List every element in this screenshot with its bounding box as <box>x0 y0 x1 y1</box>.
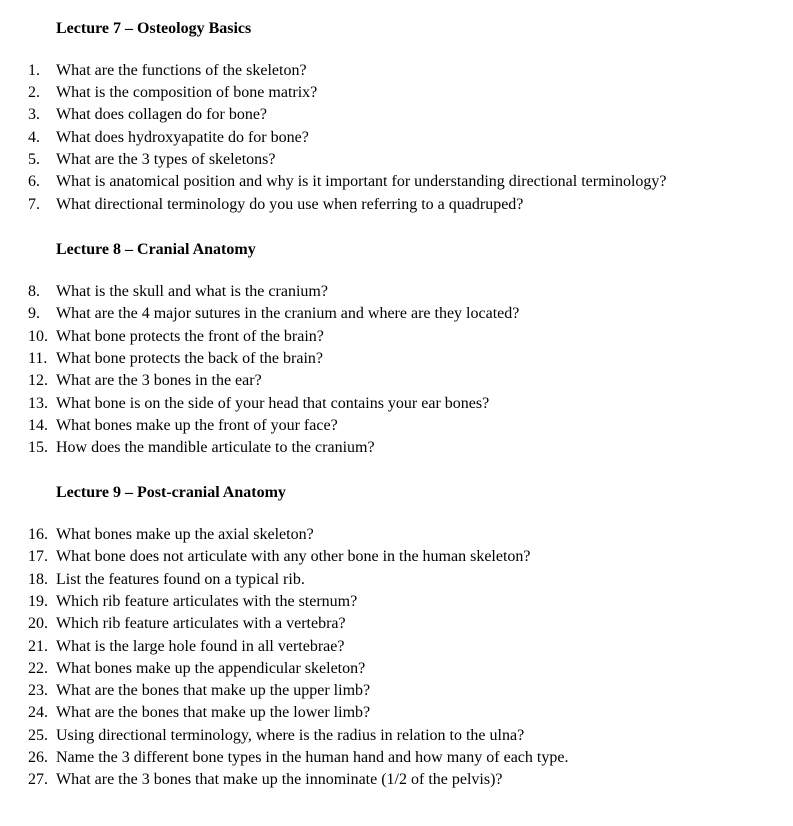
question-number: 2. <box>28 84 40 101</box>
question-text: List the features found on a typical rib. <box>56 571 305 588</box>
list-item <box>28 747 568 769</box>
question-text: What bones make up the axial skeleton? <box>56 526 314 543</box>
list-item <box>28 636 344 658</box>
question-number: 5. <box>28 151 40 168</box>
question-text: What does hydroxyapatite do for bone? <box>56 129 309 146</box>
list-item <box>28 194 523 216</box>
question-number: 25. <box>28 727 48 744</box>
question-text: What are the bones that make up the upper limb? <box>56 682 371 699</box>
question-text: What directional terminology do you use when referring to a quadruped? <box>56 196 524 213</box>
question-number: 6. <box>28 173 40 190</box>
list-item <box>28 546 531 568</box>
question-text: What is the skull and what is the cranium? <box>56 283 328 300</box>
list-item <box>28 370 262 392</box>
question-text: What is anatomical position and why is it important for understanding directional terminology? <box>56 173 667 190</box>
question-text: What is the composition of bone matrix? <box>56 84 318 101</box>
question-number: 10. <box>28 328 48 345</box>
question-text: Name the 3 different bone types in the human hand and how many of each type. <box>56 749 569 766</box>
question-number: 18. <box>28 571 48 588</box>
question-number: 27. <box>28 771 48 788</box>
question-number: 7. <box>28 196 40 213</box>
question-number: 17. <box>28 548 48 565</box>
question-number: 11. <box>28 350 48 367</box>
list-item <box>28 281 328 303</box>
question-text: What bone does not articulate with any other bone in the human skeleton? <box>56 548 531 565</box>
question-text: What are the bones that make up the lower limb? <box>56 704 371 721</box>
question-number: 12. <box>28 372 48 389</box>
list-item <box>28 348 323 370</box>
section-heading-lecture-7: Lecture 7 – Osteology Basics <box>56 20 252 37</box>
list-item <box>28 613 346 635</box>
list-item <box>28 171 667 193</box>
question-number: 14. <box>28 417 48 434</box>
list-item <box>28 702 370 724</box>
question-text: What are the functions of the skeleton? <box>56 62 307 79</box>
question-number: 13. <box>28 395 48 412</box>
question-text: What are the 3 types of skeletons? <box>56 151 276 168</box>
question-number: 19. <box>28 593 48 610</box>
list-item <box>28 415 338 437</box>
question-text: What bone protects the front of the brain? <box>56 328 324 345</box>
question-number: 26. <box>28 749 48 766</box>
question-number: 3. <box>28 106 40 123</box>
list-item <box>28 127 309 149</box>
question-text: Which rib feature articulates with the sternum? <box>56 593 358 610</box>
list-item <box>28 680 370 702</box>
list-item <box>28 658 365 680</box>
question-text: What bone protects the back of the brain? <box>56 350 323 367</box>
question-text: Using directional terminology, where is the radius in relation to the ulna? <box>56 727 525 744</box>
list-item <box>28 303 519 325</box>
question-text: How does the mandible articulate to the cranium? <box>56 439 375 456</box>
question-number: 4. <box>28 129 40 146</box>
list-item <box>28 393 489 415</box>
question-text: Which rib feature articulates with a vertebra? <box>56 615 346 632</box>
question-number: 15. <box>28 439 48 456</box>
question-number: 22. <box>28 660 48 677</box>
question-text: What are the 4 major sutures in the cranium and where are they located? <box>56 305 520 322</box>
list-item <box>28 60 307 82</box>
list-item <box>28 437 375 459</box>
question-number: 24. <box>28 704 48 721</box>
question-number: 20. <box>28 615 48 632</box>
list-item <box>28 769 503 791</box>
question-number: 8. <box>28 283 40 300</box>
question-text: What bone is on the side of your head that contains your ear bones? <box>56 395 490 412</box>
question-text: What is the large hole found in all vertebrae? <box>56 638 345 655</box>
list-item <box>28 326 324 348</box>
list-item <box>28 524 314 546</box>
section-heading-lecture-8: Lecture 8 – Cranial Anatomy <box>56 241 256 258</box>
list-item <box>28 725 524 747</box>
question-text: What bones make up the front of your face? <box>56 417 338 434</box>
question-number: 9. <box>28 305 40 322</box>
question-text: What does collagen do for bone? <box>56 106 268 123</box>
list-item <box>28 149 275 171</box>
question-number: 16. <box>28 526 48 543</box>
question-text: What bones make up the appendicular skeleton? <box>56 660 366 677</box>
question-number: 1. <box>28 62 40 79</box>
question-text: What are the 3 bones that make up the innominate (1/2 of the pelvis)? <box>56 771 503 788</box>
list-item <box>28 591 357 613</box>
section-heading-lecture-9: Lecture 9 – Post-cranial Anatomy <box>56 484 286 501</box>
question-number: 23. <box>28 682 48 699</box>
question-number: 21. <box>28 638 48 655</box>
list-item <box>28 82 317 104</box>
list-item <box>28 569 305 591</box>
list-item <box>28 104 267 126</box>
question-text: What are the 3 bones in the ear? <box>56 372 262 389</box>
